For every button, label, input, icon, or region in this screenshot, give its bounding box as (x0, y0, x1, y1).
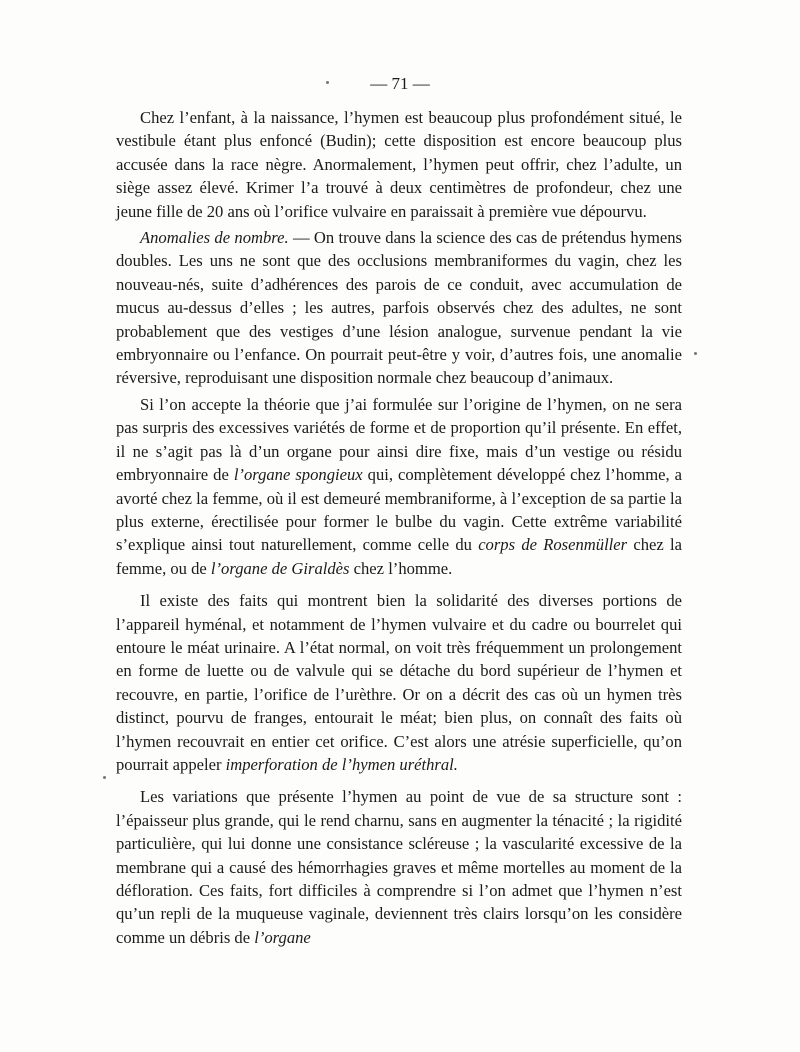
section-heading-italic: Anomalies de nombre. (140, 228, 289, 248)
ink-speck (694, 352, 697, 355)
text-run: Chez l’enfant, à la naissance, l’hymen est beaucoup plus profondément situé, le vestibule étant plus enfoncé (Budin); cette disposition est encore beaucoup plus accusée dans la race nègre. Anormalement, l’hymen peut offrir, chez l’adulte, un siège assez élevé. Krimer l’a trouvé à deux centimètres de profondeur, chez une jeune fille de 20 ans où l’orifice vulvaire en paraissait à première vue dépourvu. (116, 108, 682, 221)
text-run: Les variations que présente l’hymen au point de vue de sa structure sont : l’épaisseur plus grande, qui le rend charnu, sans en augmenter la ténacité ; la rigidité particulière, qui lui donne une consistance scléreuse ; la vascularité excessive de la membrane qui a causé des hémorrhagies graves et même mortelles au moment de la défloration. Ces faits, fort difficiles à comprendre si l’on admet que l’hymen n’est qu’un repli de la muqueuse vaginale, deviennent très clairs lorsqu’on les considère comme un débris de (116, 787, 682, 947)
italic-term: l’organe (254, 927, 311, 947)
text-run: Il existe des faits qui montrent bien la solidarité des diverses portions de l’appareil hyménal, et notamment de l’hymen vulvaire et du cadre ou bourrelet qui entoure le méat urinaire. A l’état normal, on voit très fréquemment un prolongement en forme de luette ou de valvule qui se détache du bord supérieur de l’hymen et recouvre, en partie, l’orifice de l’urèthre. Or on a décrit des cas où un hymen très distinct, pourvu de franges, entourait le méat; bien plus, on connaît des faits où l’hymen recouvrait en entier cet orifice. C’est alors une atrésie superficielle, qu’on pourrait appeler (116, 591, 682, 774)
text-run: qui, complètement développé chez l’homme, a avorté chez la femme, où il est demeuré membraniforme, à l’exception de sa partie la plus externe, érectilisée pour former le bulbe du vagin. Cette extrême variabilité s’explique ainsi tout naturellement, comme celle du (116, 465, 682, 555)
text-run: chez la femme, ou de (116, 535, 682, 578)
italic-term: l’organe de Giraldès (210, 558, 350, 578)
italic-term: imperforation de l’hymen uréthral. (225, 754, 458, 774)
ink-speck (103, 776, 106, 779)
paragraph (116, 589, 682, 776)
paragraph (116, 226, 682, 390)
page-number: — 71 — (370, 74, 430, 93)
italic-term: l’organe spongieux (233, 465, 363, 485)
text-run: — On trouve dans la science des cas de prétendus hymens doubles. Les uns ne sont que des occlusions membraniformes du vagin, chez les nouveau-nés, suite d’adhérences des parois de ce conduit, avec accumulation de mucus au-dessus d’elles ; les autres, parfois observés chez des adultes, ne sont probablement que des vestiges d’une lésion analogue, survenue pendant la vie embryonnaire ou l’enfance. On pourrait peut-être y voir, d’autres fois, une anomalie réversive, reproduisant une disposition normale chez beaucoup d’animaux. (116, 228, 682, 388)
paragraph (116, 785, 682, 949)
italic-term: corps de Rosenmüller (478, 535, 628, 555)
paragraph (116, 393, 682, 580)
text-run: Si l’on accepte la théorie que j’ai formulée sur l’origine de l’hymen, on ne sera pas surpris des excessives variétés de forme et de proportion qu’il présente. En effet, il ne s’agit pas là d’un organe pour ainsi dire fixe, mais d’un vestige ou résidu embryonnaire de (116, 394, 682, 485)
paragraph (116, 106, 682, 223)
text-run: chez l’homme. (349, 558, 453, 578)
body-text (116, 106, 682, 949)
